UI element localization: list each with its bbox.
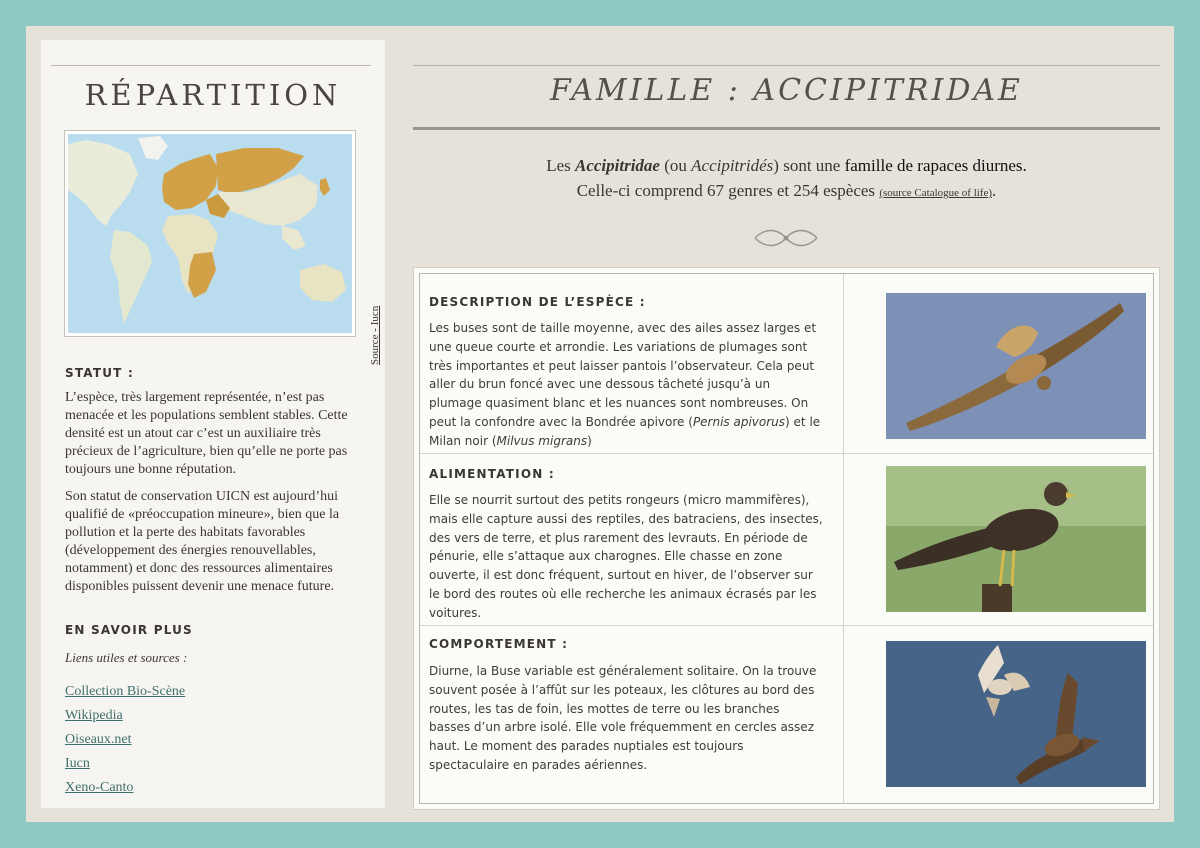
map-source-link[interactable]: Source - Iucn <box>369 305 381 365</box>
statut-heading: STATUT : <box>65 366 134 380</box>
description-text-part: Les buses sont de taille moyenne, avec des ailes assez larges et une queue courte et arrondie. Les variations de plumages sont très importantes et peut laisser pantois l’observateur. Cela peut aller du brun foncé avec une dessous tâcheté jusqu’à un plumage quasiment blanc et les nuances sont nombreuses. On peut la confondre avec la Bondrée apivore ( <box>429 321 817 429</box>
statut-paragraph-1: L’espèce, très largement représentée, n’est pas menacée et les populations semblent stables. Cette densité est un atout car c’est un auxiliaire très précieux de l’agriculture, bien qu’elle ne porte pas toujours une bonne réputation. <box>65 390 348 477</box>
description-section <box>420 274 1153 454</box>
description-heading: DESCRIPTION DE L’ESPÈCE : <box>429 295 646 309</box>
divider-thick <box>413 127 1160 130</box>
description-text-part: ) et le Milan noir ( <box>429 414 821 448</box>
distribution-map <box>64 130 381 365</box>
link-xeno-canto[interactable]: Xeno-Canto <box>65 780 134 795</box>
left-panel <box>41 40 385 808</box>
family-name-fr: Accipitridés <box>691 156 774 175</box>
buzzard-flying-photo <box>886 293 1146 439</box>
intro-line-2 <box>413 181 1160 201</box>
liens-label: Liens utiles et sources : <box>65 650 188 665</box>
species-name: Pernis apivorus <box>692 414 786 429</box>
link-iucn[interactable]: Iucn <box>65 756 90 771</box>
family-name: Accipitridae <box>574 156 660 175</box>
list-item <box>65 780 185 804</box>
link-bio-scene[interactable]: Collection Bio-Scène <box>65 684 186 699</box>
divider <box>843 274 844 454</box>
link-oiseaux-net[interactable]: Oiseaux.net <box>65 732 132 747</box>
intro-text: Celle-ci comprend 67 genres et 254 espèces <box>576 181 880 200</box>
list-item <box>65 684 185 708</box>
links-list <box>65 684 185 804</box>
intro-text: (ou <box>659 156 692 175</box>
alimentation-section <box>420 454 1153 626</box>
alimentation-text: Elle se nourrit surtout des petits rongeurs (micro mammifères), mais elle capture aussi des reptiles, des batraciens, des insectes, des vers de terre, et plus rarement des levrauts. En période de pénurie, elle s’attaque aux charognes. Elle chasse en zone ouverte, il est donc fréquent, surtout en hiver, de l’observer sur le bord des routes où elle recherche les animaux écrasés par les voitures. <box>429 493 823 620</box>
statut-paragraph-2: Son statut de conservation UICN est aujourd’hui qualifié de «préoccupation mineure», bien que la pollution et la perte des habitats favorables (développement des énergies renouvellables, notamment) et donc des ressources alimentaires disponibles puissent devenir une menace future. <box>65 489 340 594</box>
intro-line-1 <box>413 156 1160 176</box>
list-item <box>65 708 185 732</box>
comportement-text: Diurne, la Buse variable est généralement solitaire. On la trouve souvent posée à l’affût sur les poteaux, les clôtures au bord des routes, les tas de foin, les mottes de terre ou les branches basses d’un arbre isolé. Elle vole fréquemment en cercles assez haut. Le moment des parades nuptiales est toujours spectaculaire en parades aériennes. <box>429 664 817 772</box>
buzzards-fighting-photo <box>886 641 1146 787</box>
page <box>26 26 1174 822</box>
intro-text: ) sont une <box>773 156 845 175</box>
world-map <box>68 134 352 333</box>
repartition-title: RÉPARTITION <box>84 78 342 112</box>
family-title: FAMILLE : ACCIPITRIDAE <box>550 73 1023 108</box>
divider <box>843 626 844 803</box>
source-catalogue-link[interactable]: (source Catalogue of life) <box>879 187 993 199</box>
species-name: Milvus migrans <box>496 433 588 448</box>
buzzard-perched-photo <box>886 466 1146 612</box>
intro-text: . <box>992 181 997 200</box>
list-item <box>65 756 185 780</box>
en-savoir-plus-heading: EN SAVOIR PLUS <box>65 623 193 637</box>
divider <box>51 65 371 66</box>
alimentation-heading: ALIMENTATION : <box>429 467 555 481</box>
ornament-flourish-icon <box>751 226 821 250</box>
comportement-section <box>420 626 1153 803</box>
divider <box>843 454 844 626</box>
intro-text: Les <box>546 156 575 175</box>
divider <box>413 65 1160 66</box>
intro-highlight: famille de rapaces diurnes. <box>844 156 1027 175</box>
list-item <box>65 732 185 756</box>
link-wikipedia[interactable]: Wikipedia <box>65 708 123 723</box>
description-text-part: ) <box>587 433 592 448</box>
species-card <box>413 267 1160 810</box>
card-inner <box>419 273 1154 804</box>
comportement-heading: COMPORTEMENT : <box>429 637 569 651</box>
description-text <box>429 319 824 451</box>
